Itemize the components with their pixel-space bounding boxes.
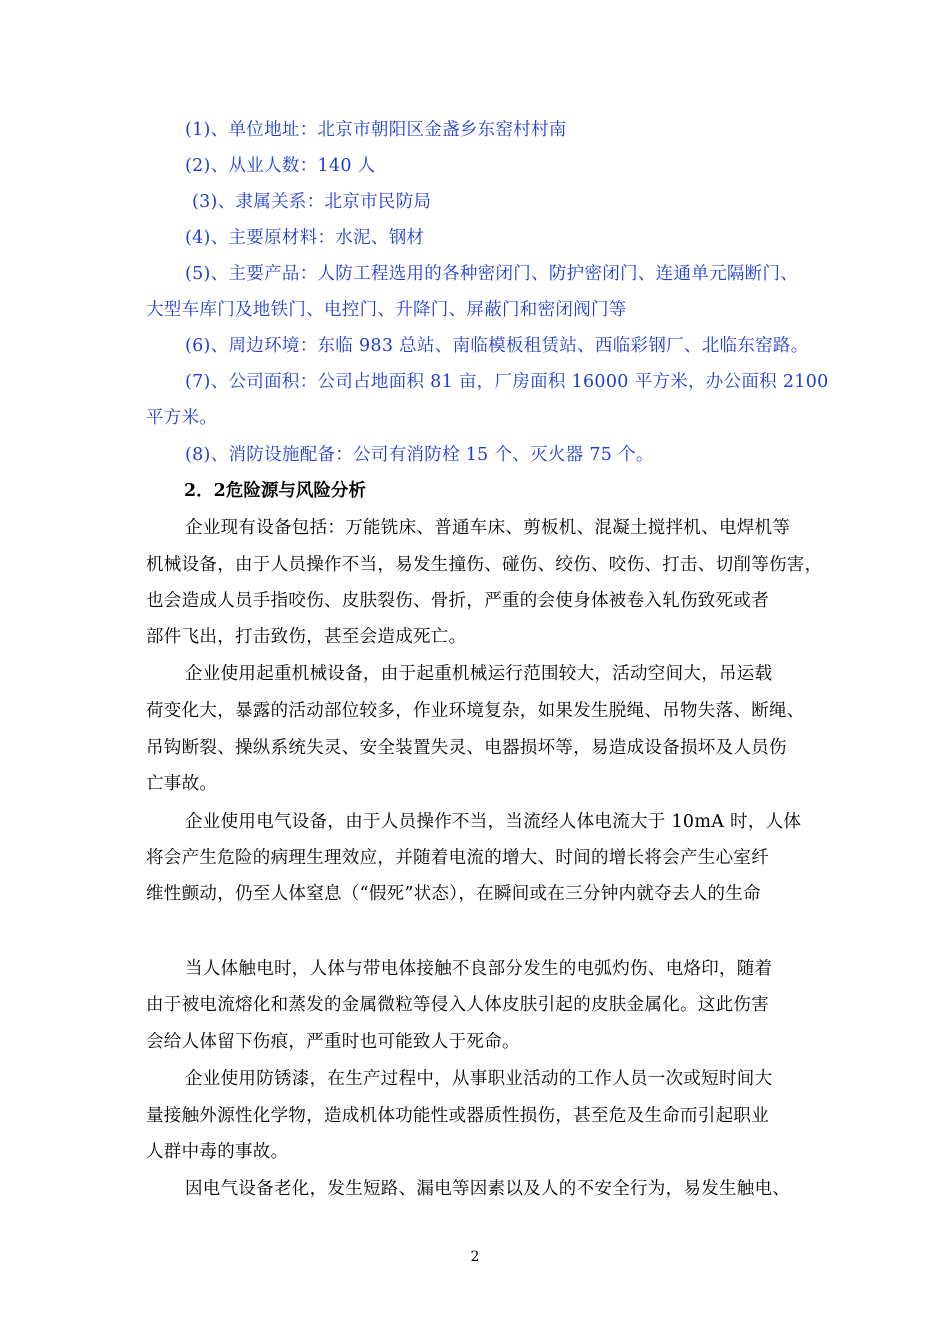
paragraph-2-line-3: 吊钩断裂、操纵系统失灵、安全装置失灵、电器损坏等，易造成设备损坏及人员伤 <box>146 738 787 758</box>
paragraph-4-line-3: 会给人体留下伤痕，严重时也可能致人于死命。 <box>146 1032 520 1052</box>
paragraph-3-line-1: 企业使用电气设备，由于人员操作不当，当流经人体电流大于 10mA 时，人体 <box>185 812 802 832</box>
paragraph-1-line-2: 机械设备，由于人员操作不当，易发生撞伤、碰伤、绞伤、咬伤、打击、切削等伤害， <box>146 555 823 575</box>
paragraph-3-line-3: 维性颤动，仍至人体窒息（“假死”状态），在瞬间或在三分钟内就夺去人的生命 <box>146 884 761 904</box>
paragraph-5-line-1: 企业使用防锈漆，在生产过程中，从事职业活动的工作人员一次或短时间大 <box>185 1069 773 1089</box>
paragraph-4-line-2: 由于被电流熔化和蒸发的金属微粒等侵入人体皮肤引起的皮肤金属化。这此伤害 <box>146 995 769 1015</box>
info-materials: (4)、主要原材料：水泥、钢材 <box>185 228 425 248</box>
paragraph-5-line-3: 人群中毒的事故。 <box>146 1142 289 1162</box>
info-area-line2: 平方米。 <box>146 408 218 428</box>
section-heading: 2．2危险源与风险分析 <box>184 481 366 501</box>
page-number: 2 <box>470 1249 480 1265</box>
paragraph-1-line-1: 企业现有设备包括：万能铣床、普通车床、剪板机、混凝土搅拌机、电焊机等 <box>185 518 791 538</box>
info-surroundings: (6)、周边环境：东临 983 总站、南临模板租赁站、西临彩钢厂、北临东窑路。 <box>185 336 809 356</box>
paragraph-1-line-4: 部件飞出，打击致伤，甚至会造成死亡。 <box>146 627 467 647</box>
info-affiliation: (3)、隶属关系：北京市民防局 <box>192 192 432 212</box>
paragraph-4-line-1: 当人体触电时，人体与带电体接触不良部分发生的电弧灼伤、电烙印，随着 <box>185 959 773 979</box>
paragraph-2-line-1: 企业使用起重机械设备，由于起重机械运行范围较大，活动空间大，吊运载 <box>185 664 773 684</box>
info-area-line1: (7)、公司面积：公司占地面积 81 亩，厂房面积 16000 平方米，办公面积 2100 <box>185 372 829 392</box>
paragraph-2-line-2: 荷变化大，暴露的活动部位较多，作业环境复杂，如果发生脱绳、吊物失落、断绳、 <box>146 701 805 721</box>
info-products-line1: (5)、主要产品：人防工程选用的各种密闭门、防护密闭门、连通单元隔断门、 <box>185 264 799 284</box>
info-fire-equipment: (8)、消防设施配备：公司有消防栓 15 个、灭火器 75 个。 <box>185 445 654 465</box>
paragraph-1-line-3: 也会造成人员手指咬伤、皮肤裂伤、骨折，严重的会使身体被卷入轧伤致死或者 <box>146 591 769 611</box>
info-address: (1)、单位地址：北京市朝阳区金盏乡东窑村村南 <box>185 120 567 140</box>
paragraph-5-line-2: 量接触外源性化学物，造成机体功能性或器质性损伤，甚至危及生命而引起职业 <box>146 1106 769 1126</box>
paragraph-2-line-4: 亡事故。 <box>146 774 218 794</box>
paragraph-3-line-2: 将会产生危险的病理生理效应，并随着电流的增大、时间的增长将会产生心室纤 <box>146 848 769 868</box>
info-employees: (2)、从业人数：140 人 <box>185 156 376 176</box>
info-products-line2: 大型车库门及地铁门、电控门、升降门、屏蔽门和密闭阀门等 <box>146 300 627 320</box>
paragraph-6-line-1: 因电气设备老化，发生短路、漏电等因素以及人的不安全行为，易发生触电、 <box>185 1179 791 1199</box>
